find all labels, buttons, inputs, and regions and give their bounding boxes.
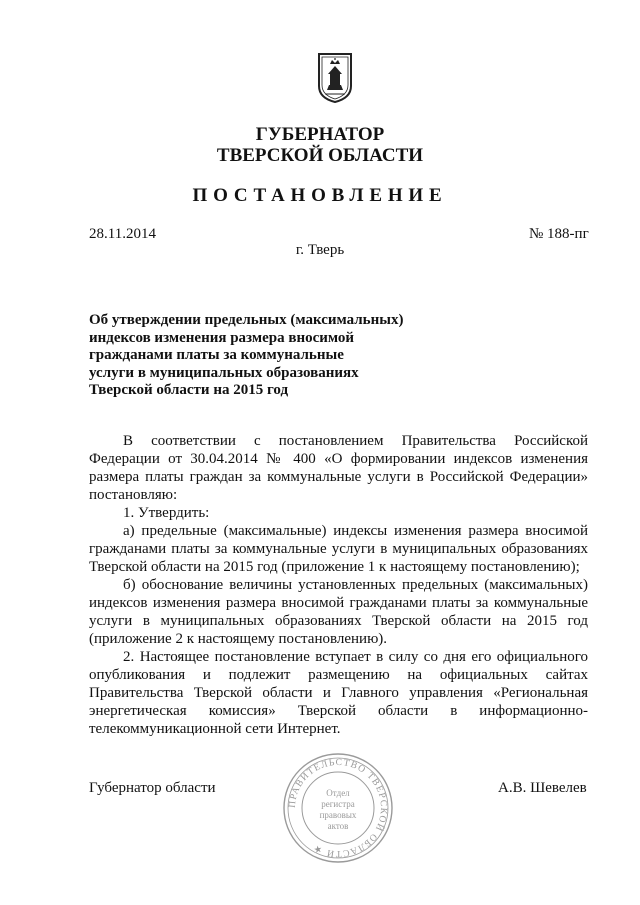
- document-date: 28.11.2014: [89, 226, 156, 242]
- subject-line: Тверской области на 2015 год: [89, 382, 289, 399]
- document-number: № 188-пг: [529, 226, 589, 242]
- authority-line-1: ГУБЕРНАТОР: [255, 124, 385, 145]
- authority-line-2: ТВЕРСКОЙ ОБЛАСТИ: [216, 145, 424, 166]
- official-stamp: [282, 752, 394, 864]
- document-city: г. Тверь: [295, 242, 345, 258]
- body-paragraph-item-b: б) обоснование величины установленных предельных (максимальных) индексов изменения размера вносимой гражданами платы за коммунальные услуги в муниципальных образованиях Тверской области на 2015 год (приложение 2 к настоящему постановлению).: [89, 577, 588, 647]
- subject-line: индексов изменения размера вносимой: [89, 329, 355, 346]
- document-type-title: ПОСТАНОВЛЕНИЕ: [192, 185, 448, 206]
- signer-name: А.В. Шевелев: [498, 780, 587, 796]
- document-body: [89, 432, 588, 738]
- body-paragraph-approve: 1. Утвердить:: [123, 505, 210, 521]
- subject-line: Об утверждении предельных (максимальных): [89, 312, 404, 328]
- svg-text:ПРАВИТЕЛЬСТВО ТВЕРСКОЙ ОБЛАСТИ: ПРАВИТЕЛЬСТВО ТВЕРСКОЙ ОБЛАСТИ ★: [287, 757, 389, 859]
- coat-of-arms-icon: [317, 52, 353, 104]
- signer-title: Губернатор области: [89, 780, 216, 796]
- svg-text:Отдел: Отдел: [326, 788, 350, 798]
- document-subject: [89, 312, 419, 400]
- subject-line: услуги в муниципальных образованиях: [89, 364, 359, 381]
- body-paragraph-effective: 2. Настоящее постановление вступает в силу со дня его официального опубликования и подлежит размещению на официальных сайтах Правительства Тверской области и Главного управления «Региональная энергетическая комиссия» Тверской области в информационно-телекоммуникационной сети Интернет.: [89, 649, 588, 737]
- body-paragraph-item-a: а) предельные (максимальные) индексы изменения размера вносимой гражданами платы за коммунальные услуги в муниципальных образованиях Тверской области на 2015 год (приложение 1 к настоящему постановлению);: [89, 523, 588, 575]
- svg-text:правовых: правовых: [319, 810, 357, 820]
- subject-line: гражданами платы за коммунальные: [89, 347, 344, 364]
- body-paragraph-preamble: В соответствии с постановлением Правительства Российской Федерации от 30.04.2014 № 400 «О формировании индексов изменения размера платы граждан за коммунальные услуги в Российской Федерации» постановляю:: [89, 433, 588, 503]
- svg-text:актов: актов: [327, 821, 349, 831]
- svg-text:регистра: регистра: [321, 799, 355, 809]
